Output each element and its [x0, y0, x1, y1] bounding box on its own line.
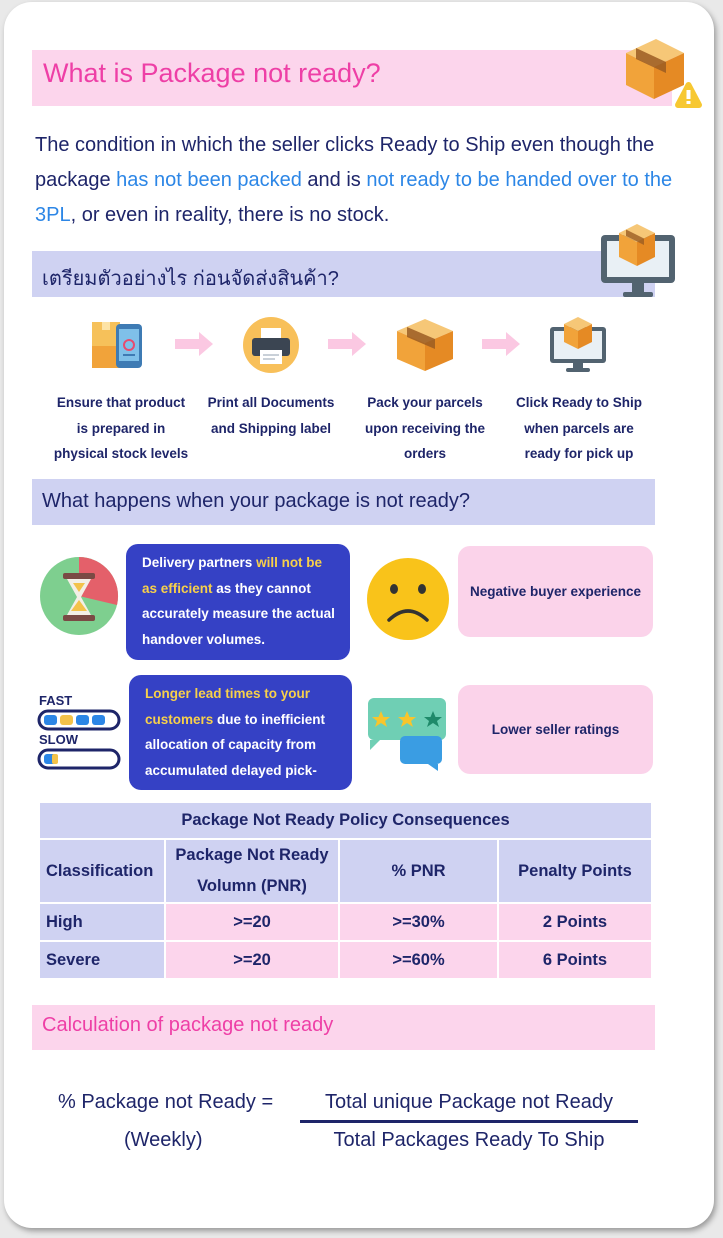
formula-lhs: % Package not Ready =	[58, 1091, 274, 1113]
step-line: Click Ready to Ship	[515, 395, 643, 410]
fraction-line	[300, 1120, 638, 1123]
impact-card-leadtime	[129, 675, 352, 803]
step-line: and Shipping label	[210, 420, 331, 436]
step-line: Print all Documents	[207, 395, 335, 410]
table-cell: >=20	[166, 904, 338, 940]
step-line: upon receiving the	[364, 420, 486, 436]
slow-bar-icon	[37, 748, 121, 770]
intro-text: The condition in which the seller clicks Ready to Ship even though the package	[35, 134, 655, 191]
arrow-right-icon	[175, 331, 215, 357]
table-cell: Severe	[40, 942, 164, 978]
step-label-3	[355, 390, 495, 467]
card-text: due to inefficient allocation of capacity from accumulated delayed pick-ups.	[145, 711, 326, 803]
step-line: orders	[403, 446, 447, 461]
box-warning-icon	[622, 33, 702, 109]
table-cell: 6 Points	[499, 942, 651, 978]
arrow-right-icon	[482, 331, 522, 357]
table-header-pnr-volume	[166, 840, 338, 902]
printer-icon	[242, 316, 300, 374]
table-cell: 2 Points	[499, 904, 651, 940]
table-row	[40, 904, 651, 940]
impact-negative-experience: Negative buyer experience	[458, 546, 653, 637]
pnr-policy-table	[38, 801, 653, 980]
page-title: What is Package not ready?	[43, 58, 381, 88]
impact-lower-ratings: Lower seller ratings	[458, 685, 653, 774]
hourglass-clock-icon	[38, 555, 120, 637]
table-header-penalty: Penalty Points	[499, 840, 651, 902]
step-line: is prepared in	[76, 420, 166, 436]
intro-highlight-packed: has not been packed	[116, 169, 302, 191]
formula-numerator: Total unique Package not Ready	[325, 1091, 613, 1113]
intro-highlight-3pl: not ready to be handed over to the 3PL	[35, 169, 673, 226]
monitor-box-icon	[599, 222, 677, 298]
step-line: ready for pick up	[524, 446, 634, 461]
calc-title: Calculation of package not ready	[42, 1014, 334, 1036]
slow-label: SLOW	[39, 732, 78, 747]
step-label-2	[201, 390, 341, 441]
card-highlight: will not be as efficient	[142, 555, 323, 596]
formula-lhs-weekly: (Weekly)	[124, 1129, 203, 1151]
step-line: Ensure that product	[56, 395, 186, 410]
card-text: Delivery partners	[142, 555, 257, 570]
table-header-classification: Classification	[40, 840, 164, 902]
phone-stock-icon	[90, 318, 146, 370]
table-cell: >=30%	[340, 904, 497, 940]
impact-card-efficiency	[126, 544, 350, 660]
header-line: Package Not Ready	[175, 846, 329, 864]
card-highlight: Longer lead times to your customers	[145, 686, 311, 727]
arrow-right-icon	[328, 331, 368, 357]
happens-heading: What happens when your package is not ready?	[42, 490, 471, 512]
monitor-box-step-icon	[548, 315, 608, 373]
table-cell: High	[40, 904, 164, 940]
fast-label: FAST	[39, 693, 73, 708]
rating-stars-icon	[366, 696, 450, 772]
step-label-1	[51, 390, 191, 467]
table-row	[40, 942, 651, 978]
header-line: Volumn (PNR)	[197, 877, 307, 895]
intro-text: , or even in reality, there is no stock.	[70, 204, 390, 226]
formula-denominator: Total Packages Ready To Ship	[333, 1129, 605, 1151]
prep-heading: เตรียมตัวอย่างไร ก่อนจัดส่งสินค้า?	[42, 268, 339, 290]
card-text: as they cannot accurately measure the actual handover volumes.	[142, 580, 335, 647]
step-line: when parcels are	[524, 420, 634, 436]
step-label-4	[509, 390, 649, 467]
step-line: Pack your parcels	[367, 395, 483, 410]
fast-bar-icon	[37, 709, 121, 731]
table-caption: Package Not Ready Policy Consequences	[40, 803, 651, 838]
intro-text: and is	[301, 169, 367, 191]
table-cell: >=60%	[340, 942, 497, 978]
sad-face-icon	[365, 556, 451, 642]
box-icon	[395, 317, 455, 373]
intro-paragraph	[35, 128, 675, 233]
step-line: physical stock levels	[53, 446, 189, 461]
table-cell: >=20	[166, 942, 338, 978]
table-header-pnr-percent: % PNR	[340, 840, 497, 902]
